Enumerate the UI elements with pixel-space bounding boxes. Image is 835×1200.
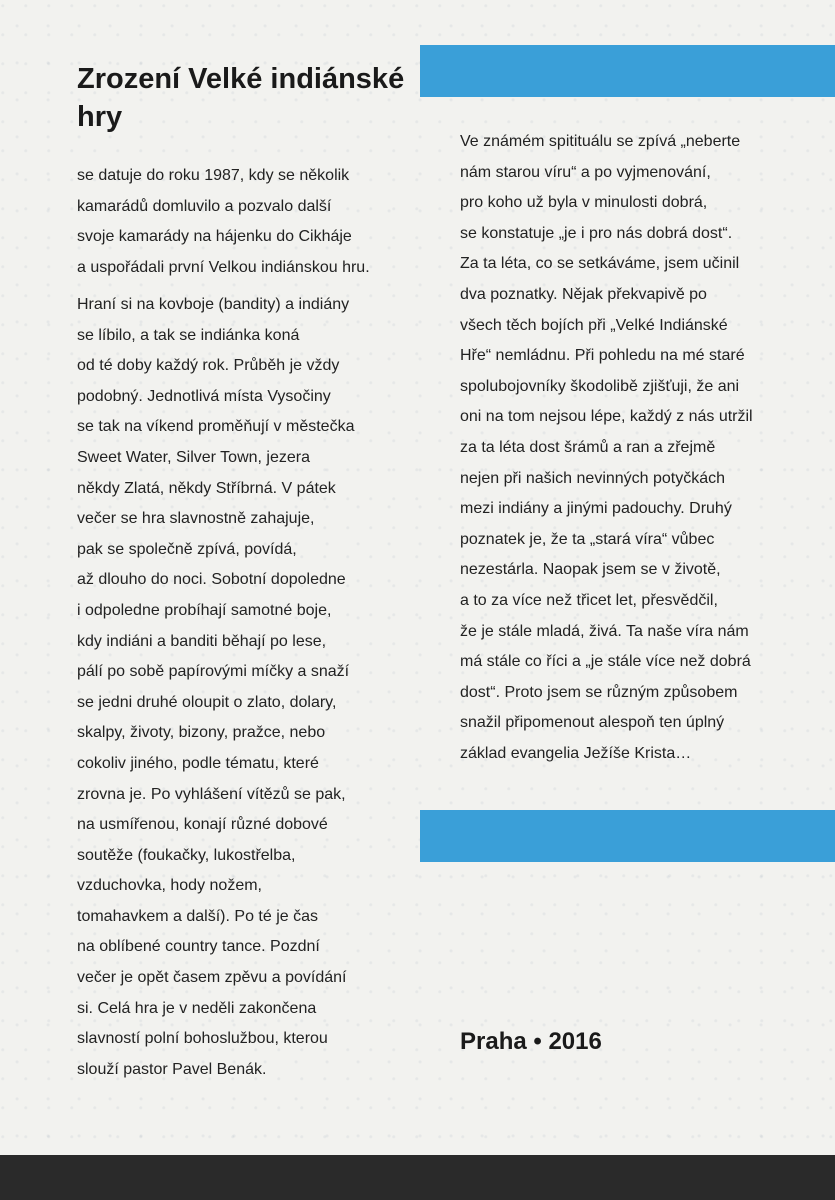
text-line: spolubojovníky škodolibě zjišťuji, že ani xyxy=(460,377,740,395)
text-line: svoje kamarády na hájenku do Cikháje xyxy=(77,228,352,246)
text-line: mezi indiány a jinými padouchy. Druhý xyxy=(460,500,732,518)
text-line: nezestárla. Naopak jsem se v životě, xyxy=(460,561,721,579)
text-line: tomahavkem a další). Po té je čas xyxy=(77,907,318,925)
text-line: na oblíbené country tance. Pozdní xyxy=(77,938,320,956)
text-line: vzduchovka, hody nožem, xyxy=(77,877,262,895)
text-line: Hraní si na kovboje (bandity) a indiány xyxy=(77,296,350,313)
text-line: na usmířenou, konají různé dobové xyxy=(77,816,328,834)
text-line: slouží pastor Pavel Benák. xyxy=(77,1060,267,1078)
text-line: má stále co říci a „je stále více než dobrá xyxy=(460,653,751,671)
imprint-place-year: Praha • 2016 xyxy=(460,1028,602,1055)
text-line: i odpoledne probíhají samotné boje, xyxy=(77,601,332,619)
text-line: nejen při našich nevinných potyčkách xyxy=(460,469,726,487)
text-line: snažil připomenout alespoň ten úplný xyxy=(460,714,725,732)
text-line: nám starou víru“ a po vyjmenování, xyxy=(460,163,711,181)
text-line: Za ta léta, co se setkáváme, jsem učinil xyxy=(460,255,740,273)
text-line: za ta léta dost šrámů a ran a zřejmě xyxy=(460,438,716,456)
text-line: základ evangelia Ježíše Krista… xyxy=(460,744,692,762)
text-line: a to za více než třicet let, přesvědčil, xyxy=(460,591,718,609)
text-line: od té doby každý rok. Průběh je vždy xyxy=(77,357,340,375)
text-line: se datuje do roku 1987, kdy se několik xyxy=(77,167,350,184)
text-line: slavností polní bohoslužbou, kterou xyxy=(77,1030,328,1048)
text-line: soutěže (foukačky, lukostřelba, xyxy=(77,846,296,864)
text-line: se líbilo, a tak se indiánka koná xyxy=(77,326,300,344)
accent-band-top xyxy=(420,45,835,97)
text-line: večer se hra slavnostně zahajuje, xyxy=(77,510,315,528)
text-line: pálí po sobě papírovými míčky a snaží xyxy=(77,663,350,681)
text-line: Hře“ nemládnu. Při pohledu na mé staré xyxy=(460,347,745,365)
text-line: si. Celá hra je v neděli zakončena xyxy=(77,999,317,1017)
text-line: že je stále mladá, živá. Ta naše víra nám xyxy=(460,622,749,640)
text-line: se konstatuje „je i pro nás dobrá dost“. xyxy=(460,224,733,242)
text-line: kdy indiáni a banditi běhají po lese, xyxy=(77,632,327,650)
text-line: se tak na víkend proměňují v městečka xyxy=(77,418,355,436)
text-line: zrovna je. Po vyhlášení vítězů se pak, xyxy=(77,785,346,803)
text-line: cokoliv jiného, podle tématu, které xyxy=(77,754,319,772)
text-line: se jedni druhé oloupit o zlato, dolary, xyxy=(77,693,337,711)
text-line: Ve známém spitituálu se zpívá „neberte xyxy=(460,133,741,150)
text-line: pro koho už byla v minulosti dobrá, xyxy=(460,194,708,212)
text-line: všech těch bojích při „Velké Indiánské xyxy=(460,316,728,334)
bottom-dark-strip xyxy=(0,1155,835,1200)
text-line: Sweet Water, Silver Town, jezera xyxy=(77,448,310,466)
accent-band-middle xyxy=(420,810,835,862)
title-line: indiánské hry xyxy=(77,63,405,133)
text-line: a uspořádali první Velkou indiánskou hru. xyxy=(77,258,370,276)
text-line: pak se společně zpívá, povídá, xyxy=(77,540,297,558)
text-line: skalpy, životy, bizony, pražce, nebo xyxy=(77,724,326,742)
text-line: kamarádů domluvilo a pozvalo další xyxy=(77,197,332,215)
text-line: až dlouho do noci. Sobotní dopoledne xyxy=(77,571,346,589)
text-line: dost“. Proto jsem se různým způsobem xyxy=(460,683,738,701)
text-line: poznatek je, že ta „stará víra“ vůbec xyxy=(460,530,715,548)
text-line: podobný. Jednotlivá místa Vysočiny xyxy=(77,387,331,405)
text-line: večer je opět časem zpěvu a povídání xyxy=(77,969,347,987)
intro-paragraph xyxy=(77,161,370,283)
game-description-paragraph xyxy=(77,290,354,1085)
text-line: dva poznatky. Nějak překvapivě po xyxy=(460,285,707,303)
faith-paragraph xyxy=(460,127,753,769)
title-line: Zrození Velké xyxy=(77,63,263,95)
text-line: někdy Zlatá, někdy Stříbrná. V pátek xyxy=(77,479,336,497)
page-title xyxy=(77,60,407,136)
text-line: oni na tom nejsou lépe, každý z nás utržil xyxy=(460,408,753,426)
